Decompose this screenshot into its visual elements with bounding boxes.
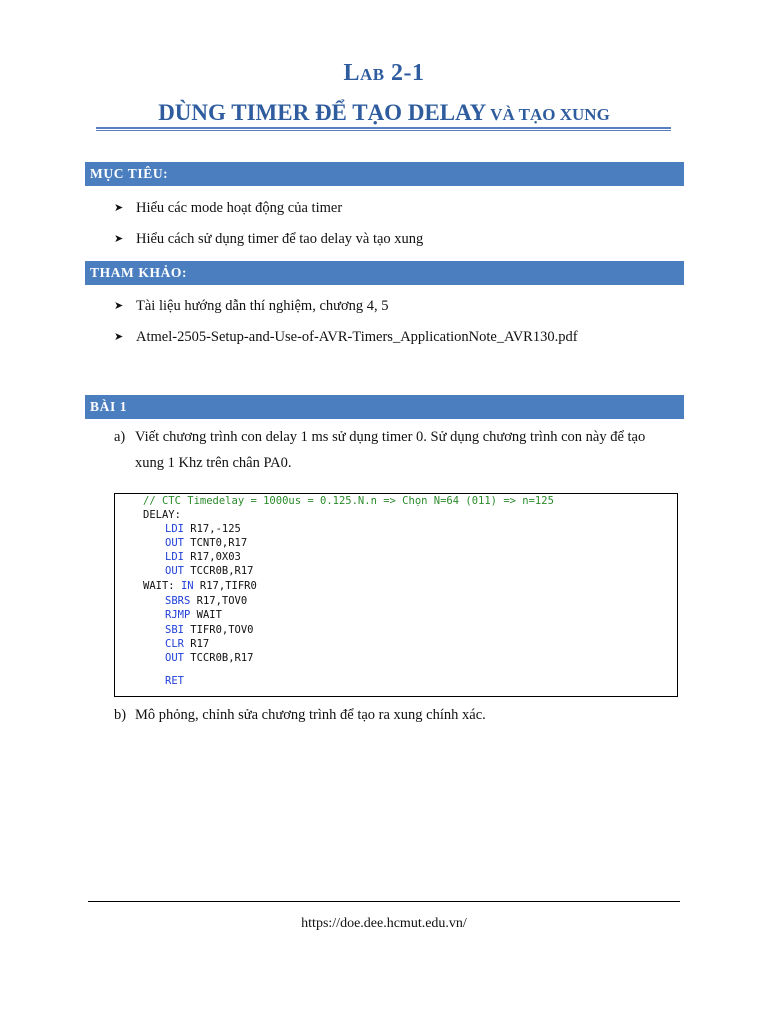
code-line — [165, 550, 241, 564]
code-line — [165, 594, 247, 608]
list-item — [114, 231, 423, 248]
code-args: R17,0X03 — [183, 551, 241, 563]
exercise-part-a — [114, 424, 678, 476]
part-a-line-2: xung 1 Khz trên chân PA0. — [135, 455, 292, 471]
arrow-bullet-icon: ➤ — [114, 232, 124, 245]
code-args: R17 — [183, 638, 210, 650]
code-keyword: OUT — [165, 537, 184, 549]
code-args: R17,-125 — [183, 523, 241, 535]
code-args: TCCR0B,R17 — [183, 565, 254, 577]
code-keyword: LDI — [165, 523, 184, 535]
code-line — [165, 623, 254, 637]
code-line — [165, 564, 254, 578]
code-comment: // CTC Timedelay = 1000us = 0.125.N.n => Chọn N=64 (011) => n=125 — [143, 495, 554, 507]
code-line — [165, 522, 241, 536]
code-keyword: LDI — [165, 551, 184, 563]
code-args: TIFR0,TOV0 — [183, 624, 254, 636]
part-a-marker: a) — [114, 429, 126, 445]
code-keyword: SBI — [165, 624, 184, 636]
list-item — [114, 329, 578, 346]
code-block — [114, 493, 678, 697]
list-item-text: Hiểu cách sử dụng timer để tao delay và tạo xung — [136, 231, 424, 247]
part-b-marker: b) — [114, 707, 127, 723]
code-line — [165, 608, 222, 622]
list-item — [114, 200, 342, 217]
code-args: WAIT — [190, 609, 222, 621]
subtitle-main: DÙNG TIMER ĐỂ TẠO DELAY — [158, 100, 487, 125]
code-line — [165, 536, 247, 550]
code-line — [165, 637, 209, 651]
footer-url[interactable]: https://doe.dee.hcmut.edu.vn/ — [301, 916, 467, 931]
code-keyword: SBRS — [165, 595, 191, 607]
list-item-text: Tài liệu hướng dẫn thí nghiệm, chương 4, 5 — [136, 298, 389, 314]
code-keyword: RJMP — [165, 609, 191, 621]
title-divider — [96, 127, 671, 131]
code-args: R17,TIFR0 — [193, 580, 257, 592]
code-args: TCCR0B,R17 — [183, 652, 254, 664]
lab-title: Lab 2-1 — [343, 60, 425, 86]
arrow-bullet-icon: ➤ — [114, 299, 124, 312]
code-keyword: RET — [165, 675, 184, 687]
arrow-bullet-icon: ➤ — [114, 201, 124, 214]
part-a-line-1: Viết chương trình con delay 1 ms sử dụng timer 0. Sử dụng chương trình con này để tạo — [135, 429, 646, 445]
code-line — [143, 579, 257, 593]
list-item-text: Hiểu các mode hoạt động của timer — [136, 200, 343, 216]
subtitle-small: VÀ TẠO XUNG — [486, 105, 610, 124]
code-label: WAIT: — [143, 580, 181, 592]
section-header-tham-khao: THAM KHẢO: — [85, 261, 684, 285]
code-keyword: CLR — [165, 638, 184, 650]
code-keyword: OUT — [165, 565, 184, 577]
section-header-bai-1: BÀI 1 — [85, 395, 684, 419]
part-b-text: Mô phỏng, chỉnh sửa chương trình để tạo ra xung chính xác. — [135, 707, 486, 723]
lab-subtitle — [0, 100, 768, 126]
code-line — [143, 508, 181, 522]
code-keyword: IN — [180, 580, 194, 592]
list-item-text: Atmel-2505-Setup-and-Use-of-AVR-Timers_ApplicationNote_AVR130.pdf — [136, 329, 578, 345]
code-label: DELAY: — [143, 509, 181, 521]
exercise-part-b — [114, 702, 678, 728]
code-line — [165, 651, 254, 665]
code-line — [165, 674, 184, 688]
list-item — [114, 298, 389, 315]
code-args: TCNT0,R17 — [183, 537, 248, 549]
code-keyword: OUT — [165, 652, 184, 664]
code-args: R17,TOV0 — [190, 595, 248, 607]
arrow-bullet-icon: ➤ — [114, 330, 124, 343]
footer-divider — [88, 901, 680, 902]
section-header-muc-tieu: MỤC TIÊU: — [85, 162, 684, 186]
